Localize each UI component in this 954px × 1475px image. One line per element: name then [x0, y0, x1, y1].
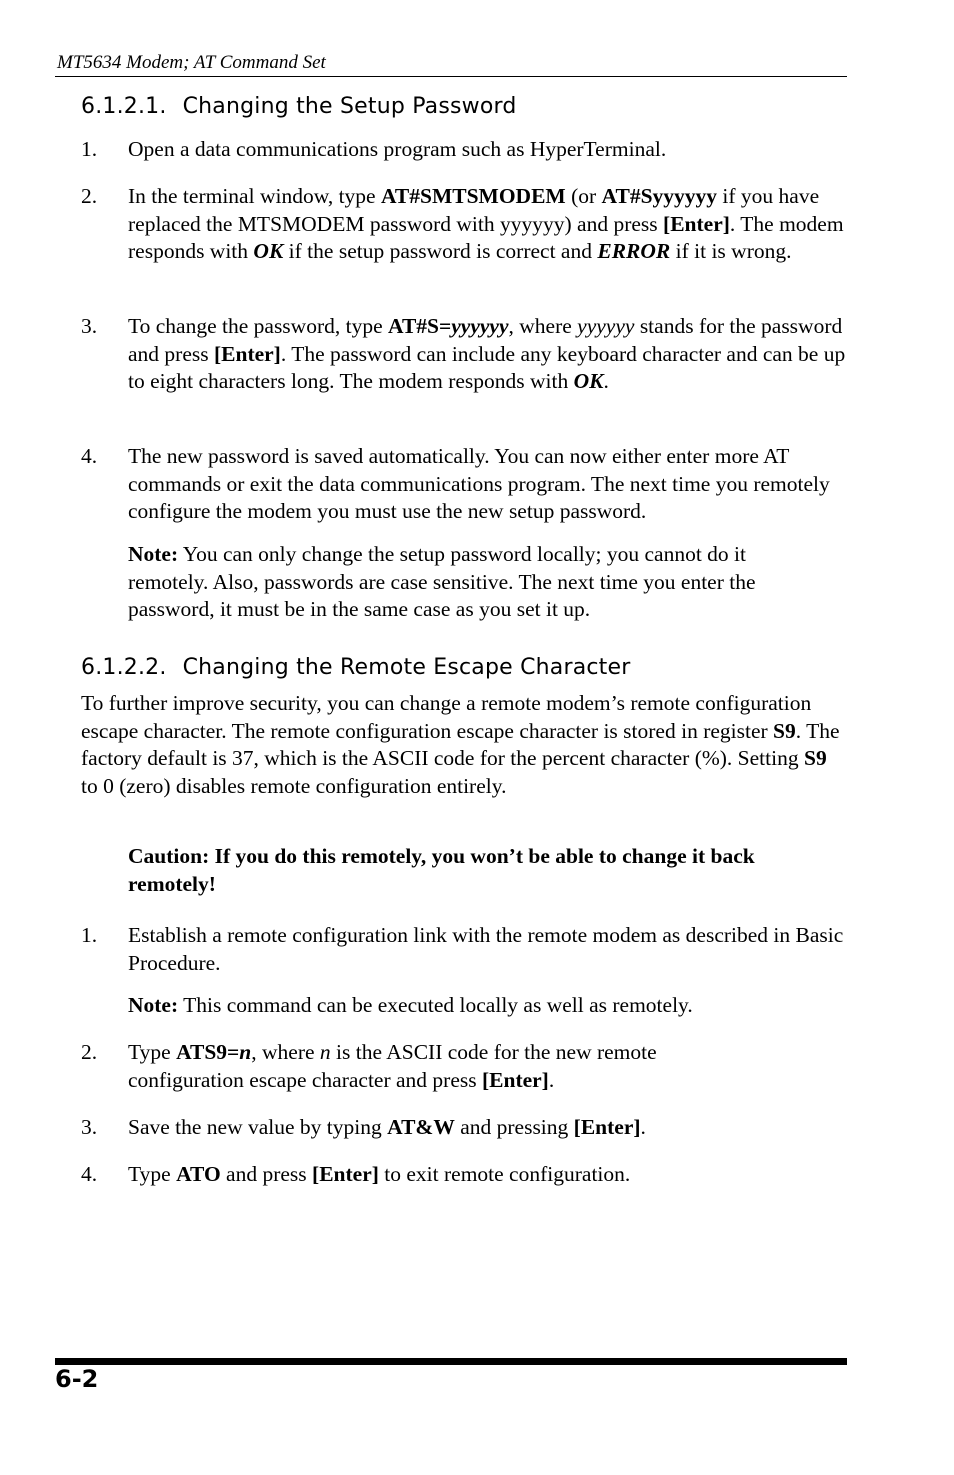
- text-run: . The password can include any keyboard character and can be up to eight characters long. The modem responds with: [128, 341, 846, 394]
- section-title: Changing the Setup Password: [182, 94, 517, 119]
- item-text: [128, 1161, 848, 1189]
- text-run: AT#SMTSMODEM: [380, 184, 566, 208]
- item-text: [128, 922, 848, 977]
- text-run: ERROR: [597, 239, 671, 264]
- text-run: AT#S=: [388, 314, 452, 338]
- text-run: and press: [220, 1162, 313, 1186]
- intro-paragraph: [81, 690, 847, 800]
- text-run: ATO: [176, 1162, 221, 1186]
- note-label: Note:: [128, 542, 179, 566]
- item-number: 4.: [81, 444, 98, 468]
- text-run: To further improve security, you can change a remote modem’s remote configuration escape character. The remote configuration escape character is stored in register: [81, 691, 812, 743]
- text-run: if you have replaced the MTSMODEM password with yyyyyy) and press: [128, 184, 820, 236]
- note-text: You can only change the setup password locally; you cannot do it remotely. Also, passwords are case sensitive. The next time you enter the password, it must be in the same case as you set it up.: [128, 542, 756, 622]
- text-run: n: [239, 1040, 252, 1064]
- section-heading-setup-password: [81, 94, 517, 119]
- section-number: 6.1.2.1.: [81, 94, 167, 119]
- text-run: [Enter]: [312, 1162, 379, 1186]
- text-run: OK: [573, 369, 604, 394]
- text-run: S9: [803, 746, 827, 771]
- text-run: if the setup password is correct and: [283, 239, 598, 264]
- item-number: 4.: [81, 1162, 98, 1186]
- text-run: Open a data communications program such as HyperTerminal.: [128, 137, 667, 161]
- text-run: yyyyyy: [577, 314, 635, 338]
- text-run: n: [319, 1040, 331, 1064]
- header-title: MT5634 Modem; AT Command Set: [57, 52, 326, 73]
- text-run: to exit remote configuration.: [378, 1162, 631, 1186]
- text-run: , where: [508, 314, 578, 338]
- section-title: Changing the Remote Escape Character: [182, 655, 631, 680]
- text-run: stands for the password and press: [128, 314, 843, 366]
- text-run: [Enter]: [481, 1067, 549, 1092]
- item-text: [128, 313, 848, 396]
- item-text: [128, 183, 848, 266]
- note-setup-password: [128, 541, 818, 624]
- text-run: . The factory default is 37, which is the ASCII code for the percent character (%). Setting: [81, 718, 840, 771]
- note-label: Note:: [128, 993, 179, 1017]
- text-run: AT#Syyyyyy: [601, 184, 718, 208]
- page-number: 6-2: [55, 1365, 99, 1393]
- item-number: 2.: [81, 184, 98, 208]
- text-run: To change the password, type: [128, 314, 389, 338]
- text-run: is the ASCII code for the new remote configuration escape character and press: [128, 1040, 657, 1092]
- item-text: [128, 443, 848, 526]
- text-run: [Enter]: [573, 1115, 641, 1139]
- text-run: to 0 (zero) disables remote configuration entirely.: [81, 773, 507, 798]
- text-run: Establish a remote configuration link with the remote modem as described in Basic Procedure.: [128, 923, 844, 975]
- text-run: yyyyyy: [451, 314, 509, 338]
- text-run: S9: [773, 718, 796, 743]
- text-run: and pressing: [454, 1115, 574, 1139]
- item-number: 3.: [81, 1115, 98, 1139]
- text-run: In the terminal window, type: [128, 184, 381, 208]
- item-text: [128, 136, 848, 164]
- caution-text: Caution: If you do this remotely, you won’t be able to change it back remotely!: [128, 844, 755, 896]
- text-run: [Enter]: [213, 341, 281, 366]
- item-text: [128, 1039, 768, 1094]
- text-run: ATS9=: [176, 1040, 240, 1064]
- text-run: .: [603, 369, 609, 394]
- text-run: Save the new value by typing: [128, 1115, 388, 1139]
- item-number: 3.: [81, 314, 98, 338]
- header-rule: [55, 76, 847, 77]
- note-remote-escape: [128, 992, 828, 1020]
- text-run: [Enter]: [663, 211, 730, 236]
- text-run: The new password is saved automatically. You can now either enter more AT commands or exit the data communications program. The next time you remotely configure the modem you must use the new setup password.: [128, 444, 830, 524]
- item-number: 1.: [81, 137, 98, 161]
- text-run: .: [548, 1067, 555, 1092]
- item-number: 2.: [81, 1040, 98, 1064]
- item-text: [128, 1114, 848, 1142]
- text-run: .: [640, 1115, 646, 1139]
- item-number: 1.: [81, 923, 98, 947]
- text-run: OK: [253, 239, 284, 264]
- text-run: , where: [251, 1040, 320, 1064]
- text-run: Type: [128, 1162, 177, 1186]
- section-number: 6.1.2.2.: [81, 655, 167, 680]
- text-run: Type: [128, 1040, 177, 1064]
- text-run: AT&W: [387, 1115, 455, 1139]
- text-run: . The modem responds with: [128, 211, 844, 264]
- text-run: if it is wrong.: [670, 239, 792, 264]
- section-heading-remote-escape: [81, 655, 631, 680]
- footer-rule: [55, 1358, 847, 1365]
- text-run: (or: [565, 184, 602, 208]
- note-text: This command can be executed locally as well as remotely.: [178, 993, 693, 1017]
